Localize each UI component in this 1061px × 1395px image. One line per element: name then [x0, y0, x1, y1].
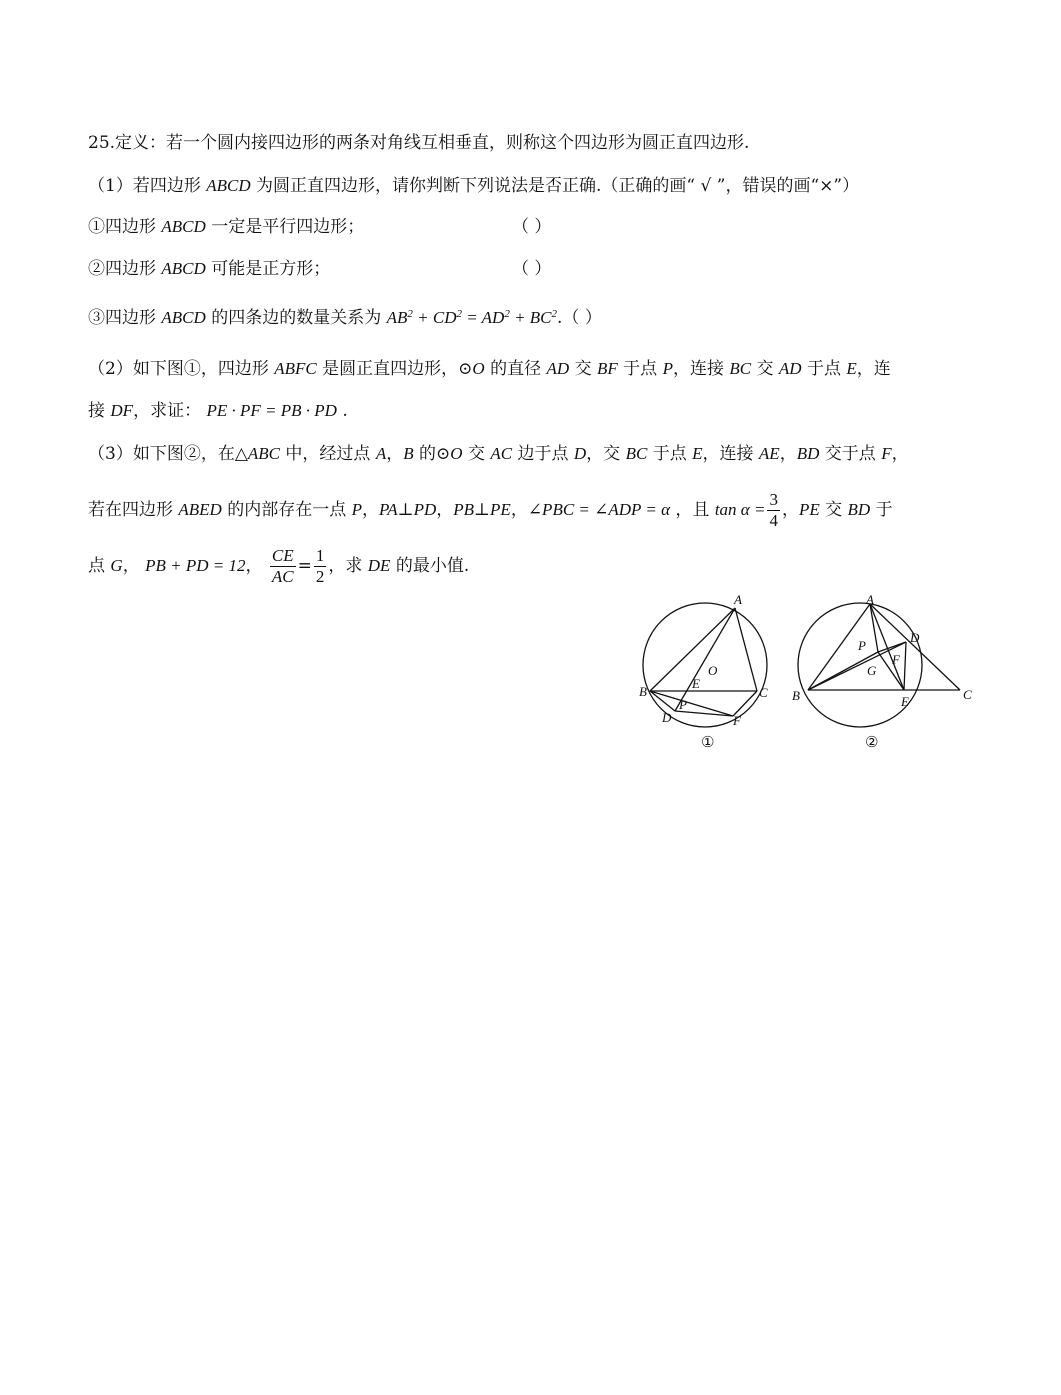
half-num: 1 [315, 546, 325, 565]
p3-l2b: 的内部存在一点 [227, 500, 347, 520]
figure-2 [798, 603, 960, 727]
p2-bf: BF [596, 359, 618, 378]
p3-b: B [403, 444, 414, 463]
p2-e: E [846, 359, 857, 378]
fig2-label-f: F [892, 652, 900, 667]
p3-ac: AC [490, 444, 513, 463]
p3-pa-pd: PA⊥PD [379, 500, 437, 519]
answer-blank-3[interactable]: .（ ） [557, 308, 602, 328]
p3-tan: tan α = [714, 500, 766, 519]
p3-l1f: ，交 [586, 444, 621, 464]
p2-quad: ABFC [274, 359, 317, 378]
part3-line3 [88, 546, 469, 587]
p2-prefix: （2）如下图①，四边形 [88, 359, 269, 379]
part3-line2 [88, 490, 893, 531]
part2-line2 [88, 399, 348, 423]
fig1-label-f: F [733, 713, 741, 728]
fig2-label-g: G [867, 663, 877, 678]
p2-t1: 是圆正直四边形，⊙ [322, 359, 473, 379]
p2-ad2: AD [778, 359, 802, 378]
p3-l2i: 于 [875, 500, 893, 520]
p3-abc: ABC [247, 444, 280, 463]
problem-number: 25. [88, 133, 116, 153]
fig1-label-b: B [639, 684, 647, 699]
p3-bd2: BD [847, 500, 871, 519]
p3-sum: PB + PD = 12 [145, 556, 246, 575]
p3-l2d: ， [436, 500, 454, 520]
p2-end: . [342, 401, 348, 421]
part1-prefix: （1）若四边形 [88, 176, 201, 196]
figure-1 [643, 603, 767, 727]
s1-prefix: ①四边形 [88, 217, 156, 237]
p3-l1d: 交 [467, 444, 485, 464]
p3-comma: ， [386, 444, 404, 464]
statement-2 [88, 257, 330, 281]
fig2-line-de [904, 642, 906, 690]
tan-fraction [767, 490, 780, 531]
p3-l2f: ，且 [675, 500, 710, 520]
p3-l3d: ，求 [328, 556, 363, 576]
s2-quad: ABCD [161, 259, 206, 278]
frac-ce: CE [271, 546, 294, 565]
p2-t2: 的直径 [490, 359, 542, 379]
p2-t8: ，连 [856, 359, 891, 379]
fig2-label-b: B [792, 688, 800, 703]
p3-bc: BC [625, 444, 648, 463]
fig1-label-p: P [679, 697, 687, 712]
statement-1 [88, 215, 364, 239]
p3-l1e: 边于点 [517, 444, 569, 464]
p2-t6: 交 [756, 359, 774, 379]
s1-quad: ABCD [161, 217, 206, 236]
fig2-label-c: C [963, 687, 972, 702]
p3-l2a: 若在四边形 [88, 500, 173, 520]
fig2-label-d: D [910, 630, 920, 645]
s3-mid: 的四条边的数量关系为 [211, 308, 382, 328]
p3-ae: AE [758, 444, 780, 463]
p2-t5: ，连接 [672, 359, 724, 379]
p3-l1h: ，连接 [702, 444, 754, 464]
s1-suffix: 一定是平行四边形； [211, 217, 365, 237]
part1-rest: 为圆正直四边形，请你判断下列说法是否正确.（正确的画“ √ ”，错误的画“×”） [256, 176, 860, 196]
p3-l3b: ， [122, 556, 140, 576]
fig1-label-c: C [759, 685, 768, 700]
p3-abed: ABED [178, 500, 222, 519]
s3-equation: $AB^2 + CD^2 = AD^2 + BC^2$ [386, 308, 558, 327]
s2-suffix: 可能是正方形； [211, 259, 331, 279]
statement-3 [88, 306, 602, 330]
s2-prefix: ②四边形 [88, 259, 156, 279]
answer-blank-1[interactable]: （ ） [512, 217, 552, 237]
p2-df: DF [110, 401, 134, 420]
fig2-label-a: A [866, 592, 874, 607]
part3-line1 [88, 442, 909, 466]
p3-bd: BD [796, 444, 820, 463]
p3-f: F [881, 444, 892, 463]
fig2-caption: ② [865, 733, 879, 751]
p3-de: DE [367, 556, 391, 575]
tan-den: 4 [769, 511, 778, 530]
p2-ad: AD [546, 359, 570, 378]
fig1-line-ad [675, 608, 735, 711]
p3-l1b: 中，经过点 [285, 444, 371, 464]
fig1-label-e: E [692, 676, 700, 691]
p2-t7: 于点 [806, 359, 841, 379]
p3-l3a: 点 [88, 556, 105, 576]
fig1-label-a: A [734, 592, 742, 607]
p3-l3c: ， [245, 556, 263, 576]
fig1-line-ac [735, 608, 757, 691]
p3-o: O [450, 444, 463, 463]
s3-prefix: ③四边形 [88, 308, 156, 328]
definition-text: 定义：若一个圆内接四边形的两条对角线互相垂直，则称这个四边形为圆正直四边形. [115, 133, 750, 153]
p3-l2h: 交 [825, 500, 843, 520]
fig2-label-p: P [858, 638, 866, 653]
fig1-caption: ① [701, 733, 715, 751]
p3-g: G [110, 556, 123, 575]
fig1-label-o: O [708, 663, 718, 678]
tan-num: 3 [769, 490, 778, 509]
p3-e: E [692, 444, 703, 463]
quad-abcd: ABCD [206, 176, 251, 195]
p3-angles: ∠PBC = ∠ADP = α [527, 500, 671, 519]
geometry-figures [630, 590, 980, 760]
ce-ac-fraction [270, 546, 296, 587]
p3-d: D [573, 444, 587, 463]
half-fraction [314, 546, 327, 587]
half-den: 2 [315, 567, 325, 586]
fig2-label-e: E [901, 694, 909, 709]
p3-p: P [351, 500, 363, 519]
p2-l2b: ，求证： [133, 401, 202, 421]
p3-l1j: 交于点 [824, 444, 876, 464]
fig2-line-ac [870, 604, 960, 690]
fig1-circle [643, 603, 767, 727]
p2-p: P [662, 359, 673, 378]
p3-l1k: ， [891, 444, 909, 464]
p3-l1i: ， [779, 444, 797, 464]
part2-line1 [88, 357, 891, 381]
p3-l2c: ， [362, 500, 380, 520]
p2-t3: 交 [574, 359, 592, 379]
p3-pe: PE [798, 500, 820, 519]
frac-equals: = [297, 556, 312, 576]
p2-l2a: 接 [88, 401, 105, 421]
p2-t4: 于点 [623, 359, 658, 379]
p3-pb-pe: PB⊥PE [453, 500, 511, 519]
p3-l1: （3）如下图②，在△ [88, 444, 248, 464]
frac-ac: AC [271, 567, 294, 586]
part1-intro [88, 174, 859, 198]
p3-l1g: 于点 [652, 444, 687, 464]
p3-a: A [375, 444, 387, 463]
p3-l2g: ， [781, 500, 799, 520]
p3-l2e: ， [510, 500, 528, 520]
s3-quad: ABCD [161, 308, 206, 327]
p2-equation: PE · PF = PB · PD [206, 401, 337, 420]
p3-l1c: 的⊙ [419, 444, 451, 464]
p3-l3e: 的最小值. [395, 556, 470, 576]
fig1-label-d: D [662, 710, 672, 725]
problem-definition [88, 131, 749, 155]
p2-o: O [472, 359, 485, 378]
answer-blank-2[interactable]: （ ） [512, 259, 552, 279]
p2-bc: BC [729, 359, 752, 378]
fig2-line-pd [878, 642, 906, 652]
